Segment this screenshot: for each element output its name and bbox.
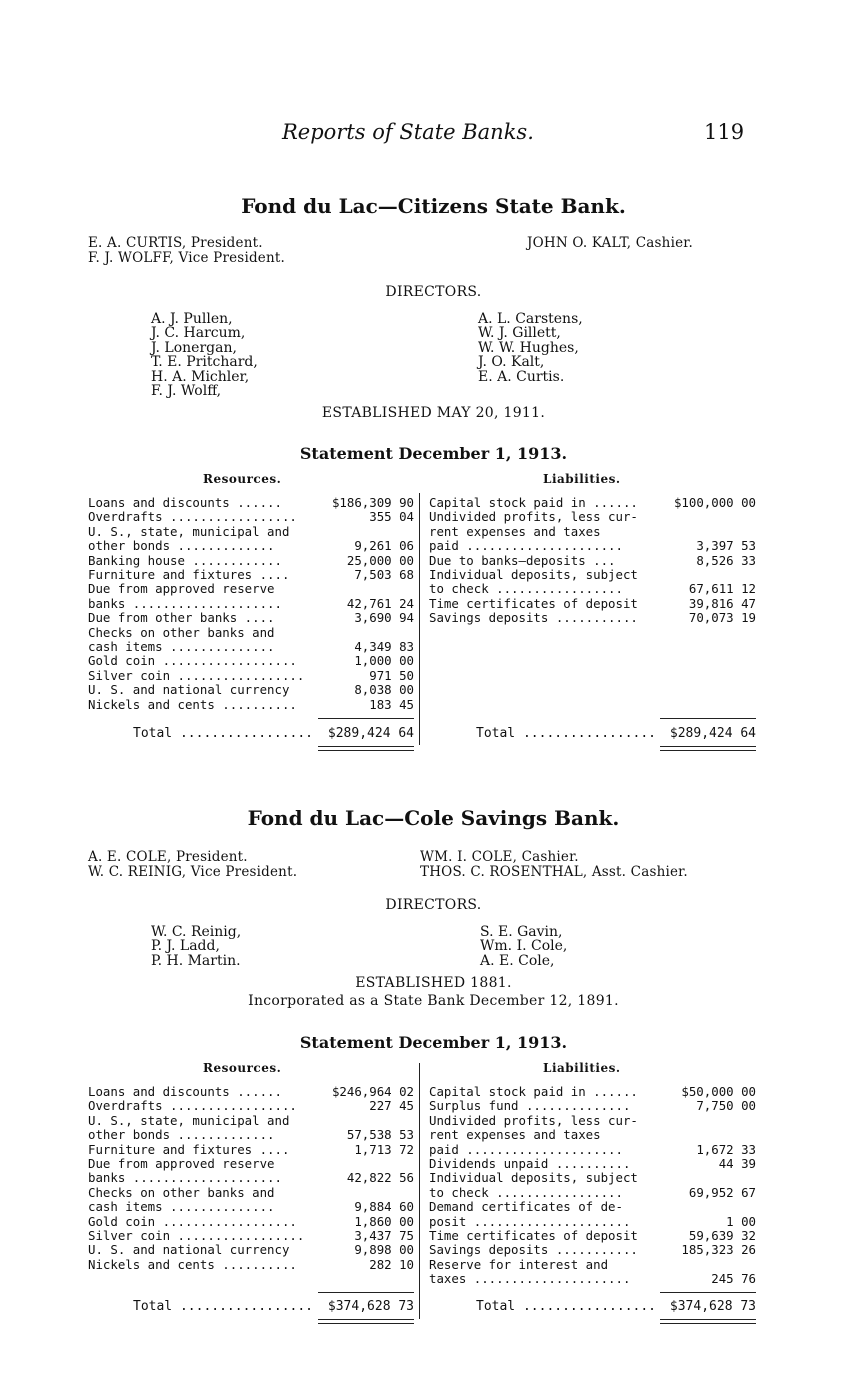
established-line: ESTABLISHED 1881. xyxy=(355,975,512,991)
row-label: rent expenses and taxes xyxy=(429,1128,601,1143)
row-label: cash items .............. xyxy=(88,640,275,655)
director: J. C. Harcum, xyxy=(151,325,246,342)
total-label: Total ................. xyxy=(476,726,657,741)
officers-right xyxy=(527,236,693,251)
row-label: Demand certificates of de- xyxy=(429,1200,623,1215)
row-amount: 8,526 33 xyxy=(696,552,756,568)
total-label: Total ................. xyxy=(133,726,314,741)
table-row xyxy=(429,1085,756,1099)
table-row xyxy=(429,1143,756,1157)
table-row xyxy=(88,539,414,553)
row-label: U. S., state, municipal and xyxy=(88,524,290,539)
officer-line: W. C. REINIG, Vice President. xyxy=(88,864,298,880)
row-amount: 245 76 xyxy=(711,1271,756,1287)
row-amount: 3,397 53 xyxy=(696,538,756,554)
incorporated-line: Incorporated as a State Bank December 12, 1891. xyxy=(248,993,619,1009)
director: J. O. Kalt, xyxy=(478,354,545,371)
table-row xyxy=(88,1258,414,1272)
column-divider xyxy=(419,493,420,745)
table-row xyxy=(429,597,756,611)
row-amount xyxy=(318,1157,414,1171)
table-row xyxy=(429,1272,756,1286)
double-rule xyxy=(660,750,756,751)
table-row xyxy=(88,525,414,539)
table-row xyxy=(88,1215,414,1229)
row-label: Banking house ............ xyxy=(88,553,282,568)
resources-table xyxy=(88,496,414,712)
table-row xyxy=(429,582,756,596)
double-rule xyxy=(318,1323,414,1324)
row-label: Capital stock paid in ...... xyxy=(429,1085,638,1099)
resources-heading: Resources. xyxy=(203,472,282,486)
table-row xyxy=(88,554,414,568)
row-amount xyxy=(662,1200,756,1214)
director: P. H. Martin. xyxy=(151,952,241,969)
row-label: Gold coin .................. xyxy=(88,1214,297,1229)
row-amount: $100,000 00 xyxy=(673,495,756,510)
total-rule xyxy=(318,718,414,719)
bank-title: Fond du Lac—Cole Savings Bank. xyxy=(247,806,620,830)
officers-right xyxy=(420,850,688,880)
table-row xyxy=(429,496,756,510)
row-amount: 7,750 00 xyxy=(696,1098,756,1114)
row-label: Overdrafts ................. xyxy=(88,510,297,525)
table-row xyxy=(88,510,414,524)
row-amount: 42,761 24 xyxy=(346,595,414,611)
row-amount: 44 39 xyxy=(718,1156,756,1172)
row-label: other bonds ............. xyxy=(88,1128,275,1143)
total-resources: $289,424 64 xyxy=(327,726,414,741)
row-label: Nickels and cents .......... xyxy=(88,1257,297,1272)
row-amount: $186,309 90 xyxy=(331,495,414,510)
table-row xyxy=(429,1157,756,1171)
director: H. A. Michler, xyxy=(151,368,250,385)
table-row xyxy=(88,597,414,611)
row-amount: $50,000 00 xyxy=(681,1084,756,1099)
total-label: Total ................. xyxy=(476,1299,657,1314)
table-row xyxy=(429,568,756,582)
row-amount xyxy=(318,626,414,640)
row-amount: 39,816 47 xyxy=(688,595,756,611)
table-row xyxy=(88,496,414,510)
double-rule xyxy=(318,750,414,751)
bank-title: Fond du Lac—Citizens State Bank. xyxy=(241,194,626,218)
row-label: Due from approved reserve xyxy=(88,582,275,597)
director: Wm. I. Cole, xyxy=(480,938,568,955)
row-label: Due to banks—deposits ... xyxy=(429,553,616,568)
row-amount: 67,611 12 xyxy=(688,581,756,597)
row-amount: 57,538 53 xyxy=(346,1127,414,1143)
row-label: Individual deposits, subject xyxy=(429,568,638,583)
row-label: Furniture and fixtures .... xyxy=(88,568,290,583)
director: P. J. Ladd, xyxy=(151,938,220,955)
row-amount xyxy=(662,1171,756,1185)
row-label: Overdrafts ................. xyxy=(88,1099,297,1114)
column-divider xyxy=(419,1063,420,1319)
row-amount: 1,672 33 xyxy=(696,1141,756,1157)
statement-title: Statement December 1, 1913. xyxy=(299,444,568,463)
total-resources: $374,628 73 xyxy=(327,1299,414,1314)
officer-line: THOS. C. ROSENTHAL, Asst. Cashier. xyxy=(420,864,688,880)
row-amount: 8,038 00 xyxy=(354,682,414,698)
director: E. A. Curtis. xyxy=(478,368,565,385)
row-amount: 70,073 19 xyxy=(688,610,756,626)
row-amount: 355 04 xyxy=(369,509,414,525)
total-liabilities: $289,424 64 xyxy=(669,726,756,741)
table-row xyxy=(429,611,756,625)
row-label: other bonds ............. xyxy=(88,539,275,554)
officer-line: JOHN O. KALT, Cashier. xyxy=(527,235,693,251)
table-row xyxy=(429,1186,756,1200)
officers-left xyxy=(88,236,285,266)
directors-left-list xyxy=(151,925,241,968)
total-label: Total ................. xyxy=(133,1299,314,1314)
row-label: Silver coin ................. xyxy=(88,1229,305,1244)
table-row xyxy=(429,554,756,568)
table-row xyxy=(429,539,756,553)
row-amount: 25,000 00 xyxy=(346,552,414,568)
row-label: Gold coin .................. xyxy=(88,654,297,669)
row-amount: 227 45 xyxy=(369,1098,414,1114)
row-amount: 9,898 00 xyxy=(354,1242,414,1258)
row-label: Due from approved reserve xyxy=(88,1157,275,1172)
officer-line: E. A. CURTIS, President. xyxy=(88,235,263,251)
double-rule xyxy=(318,1319,414,1320)
row-label: Checks on other banks and xyxy=(88,1185,275,1200)
directors-right-list xyxy=(480,925,567,968)
double-rule xyxy=(660,1323,756,1324)
table-row xyxy=(88,640,414,654)
row-amount: 9,884 60 xyxy=(354,1199,414,1215)
director: J. Lonergan, xyxy=(151,339,237,356)
row-label: Undivided profits, less cur- xyxy=(429,1113,638,1128)
row-label: paid ..................... xyxy=(429,1142,623,1157)
row-amount: 69,952 67 xyxy=(688,1184,756,1200)
row-label: U. S., state, municipal and xyxy=(88,1113,290,1128)
row-amount: 185,323 26 xyxy=(681,1242,756,1258)
total-rule xyxy=(660,1292,756,1293)
total-rule xyxy=(318,1292,414,1293)
row-label: Savings deposits ........... xyxy=(429,611,638,626)
row-label: Silver coin ................. xyxy=(88,668,305,683)
liabilities-heading: Liabilities. xyxy=(543,1061,621,1075)
row-amount: $246,964 02 xyxy=(331,1084,414,1099)
row-label: U. S. and national currency xyxy=(88,1243,290,1258)
row-label: to check ................. xyxy=(429,1185,623,1200)
table-row xyxy=(429,1215,756,1229)
row-label: U. S. and national currency xyxy=(88,683,290,698)
row-label: Furniture and fixtures .... xyxy=(88,1142,290,1157)
row-amount xyxy=(662,568,756,582)
row-label: Savings deposits ........... xyxy=(429,1243,638,1258)
directors-heading: DIRECTORS. xyxy=(385,284,482,300)
row-amount xyxy=(662,1128,756,1142)
director: S. E. Gavin, xyxy=(480,924,563,940)
row-amount: 42,822 56 xyxy=(346,1170,414,1186)
row-label: Loans and discounts ...... xyxy=(88,1085,282,1099)
director: T. E. Pritchard, xyxy=(151,354,258,371)
running-head: Reports of State Banks. xyxy=(282,120,534,144)
table-row xyxy=(88,1099,414,1113)
directors-left-list xyxy=(151,312,258,398)
row-label: Time certificates of deposit xyxy=(429,596,638,611)
table-row xyxy=(88,1200,414,1214)
page-number: 119 xyxy=(704,120,745,144)
row-amount: 1,000 00 xyxy=(354,653,414,669)
table-row xyxy=(429,1243,756,1257)
row-amount: 183 45 xyxy=(369,696,414,712)
table-row xyxy=(429,1099,756,1113)
table-row xyxy=(88,1186,414,1200)
resources-table xyxy=(88,1085,414,1272)
table-row xyxy=(88,1114,414,1128)
row-label: paid ..................... xyxy=(429,539,623,554)
total-liabilities: $374,628 73 xyxy=(669,1299,756,1314)
row-label: Individual deposits, subject xyxy=(429,1171,638,1186)
table-row xyxy=(88,1143,414,1157)
liabilities-table xyxy=(429,496,756,626)
director: W. C. Reinig, xyxy=(151,924,242,940)
officer-line: WM. I. COLE, Cashier. xyxy=(420,849,579,865)
table-row xyxy=(88,1171,414,1185)
row-amount xyxy=(662,1114,756,1128)
table-row xyxy=(88,1243,414,1257)
row-amount: 9,261 06 xyxy=(354,538,414,554)
row-amount xyxy=(318,525,414,539)
table-row xyxy=(88,582,414,596)
row-amount: 3,437 75 xyxy=(354,1228,414,1244)
row-amount: 7,503 68 xyxy=(354,567,414,583)
statement-title: Statement December 1, 1913. xyxy=(299,1033,568,1052)
table-row xyxy=(429,1258,756,1272)
directors-heading: DIRECTORS. xyxy=(385,897,482,913)
officer-line: A. E. COLE, President. xyxy=(88,849,248,865)
row-amount: 1,860 00 xyxy=(354,1213,414,1229)
director: A. J. Pullen, xyxy=(151,311,233,327)
row-label: Nickels and cents .......... xyxy=(88,697,297,712)
double-rule xyxy=(318,746,414,747)
table-row xyxy=(429,1200,756,1214)
row-label: Undivided profits, less cur- xyxy=(429,510,638,525)
row-label: Dividends unpaid .......... xyxy=(429,1157,631,1172)
table-row xyxy=(88,654,414,668)
resources-heading: Resources. xyxy=(203,1061,282,1075)
row-label: to check ................. xyxy=(429,582,623,597)
row-label: Loans and discounts ...... xyxy=(88,496,282,510)
director: A. L. Carstens, xyxy=(478,311,583,327)
director: A. E. Cole, xyxy=(480,952,555,969)
row-amount xyxy=(318,582,414,596)
row-label: Checks on other banks and xyxy=(88,625,275,640)
row-label: banks .................... xyxy=(88,1171,282,1186)
director: W. J. Gillett, xyxy=(478,325,561,342)
row-amount: 1,713 72 xyxy=(354,1141,414,1157)
row-label: Capital stock paid in ...... xyxy=(429,496,638,510)
table-row xyxy=(88,1128,414,1142)
row-label: Surplus fund .............. xyxy=(429,1099,631,1114)
table-row xyxy=(88,611,414,625)
director: F. J. Wolff, xyxy=(151,383,222,400)
table-row xyxy=(88,669,414,683)
table-row xyxy=(429,1128,756,1142)
row-label: cash items .............. xyxy=(88,1200,275,1215)
row-amount xyxy=(318,1186,414,1200)
row-label: Due from other banks .... xyxy=(88,611,275,626)
row-amount xyxy=(662,525,756,539)
row-label: banks .................... xyxy=(88,596,282,611)
row-amount: 1 00 xyxy=(726,1213,756,1229)
row-amount: 3,690 94 xyxy=(354,610,414,626)
row-label: posit ..................... xyxy=(429,1214,631,1229)
row-amount xyxy=(662,510,756,524)
double-rule xyxy=(660,1319,756,1320)
row-label: taxes ..................... xyxy=(429,1272,631,1287)
row-amount: 971 50 xyxy=(369,667,414,683)
total-rule xyxy=(660,718,756,719)
table-row xyxy=(88,1157,414,1171)
officer-line: F. J. WOLFF, Vice President. xyxy=(88,250,285,266)
table-row xyxy=(429,510,756,524)
table-row xyxy=(88,1085,414,1099)
table-row xyxy=(88,698,414,712)
table-row xyxy=(429,1171,756,1185)
directors-right-list xyxy=(478,312,583,384)
officers-left xyxy=(88,850,297,880)
row-label: Time certificates of deposit xyxy=(429,1229,638,1244)
liabilities-table xyxy=(429,1085,756,1287)
established-line: ESTABLISHED MAY 20, 1911. xyxy=(321,405,546,421)
table-row xyxy=(429,1229,756,1243)
liabilities-heading: Liabilities. xyxy=(543,472,621,486)
table-row xyxy=(88,626,414,640)
director: W. W. Hughes, xyxy=(478,339,579,356)
table-row xyxy=(88,1229,414,1243)
row-label: Reserve for interest and xyxy=(429,1257,609,1272)
double-rule xyxy=(660,746,756,747)
row-label: rent expenses and taxes xyxy=(429,524,601,539)
table-row xyxy=(88,683,414,697)
table-row xyxy=(88,568,414,582)
row-amount xyxy=(318,1114,414,1128)
row-amount: 4,349 83 xyxy=(354,639,414,655)
table-row xyxy=(429,525,756,539)
row-amount: 282 10 xyxy=(369,1256,414,1272)
row-amount: 59,639 32 xyxy=(688,1228,756,1244)
table-row xyxy=(429,1114,756,1128)
row-amount xyxy=(662,1258,756,1272)
